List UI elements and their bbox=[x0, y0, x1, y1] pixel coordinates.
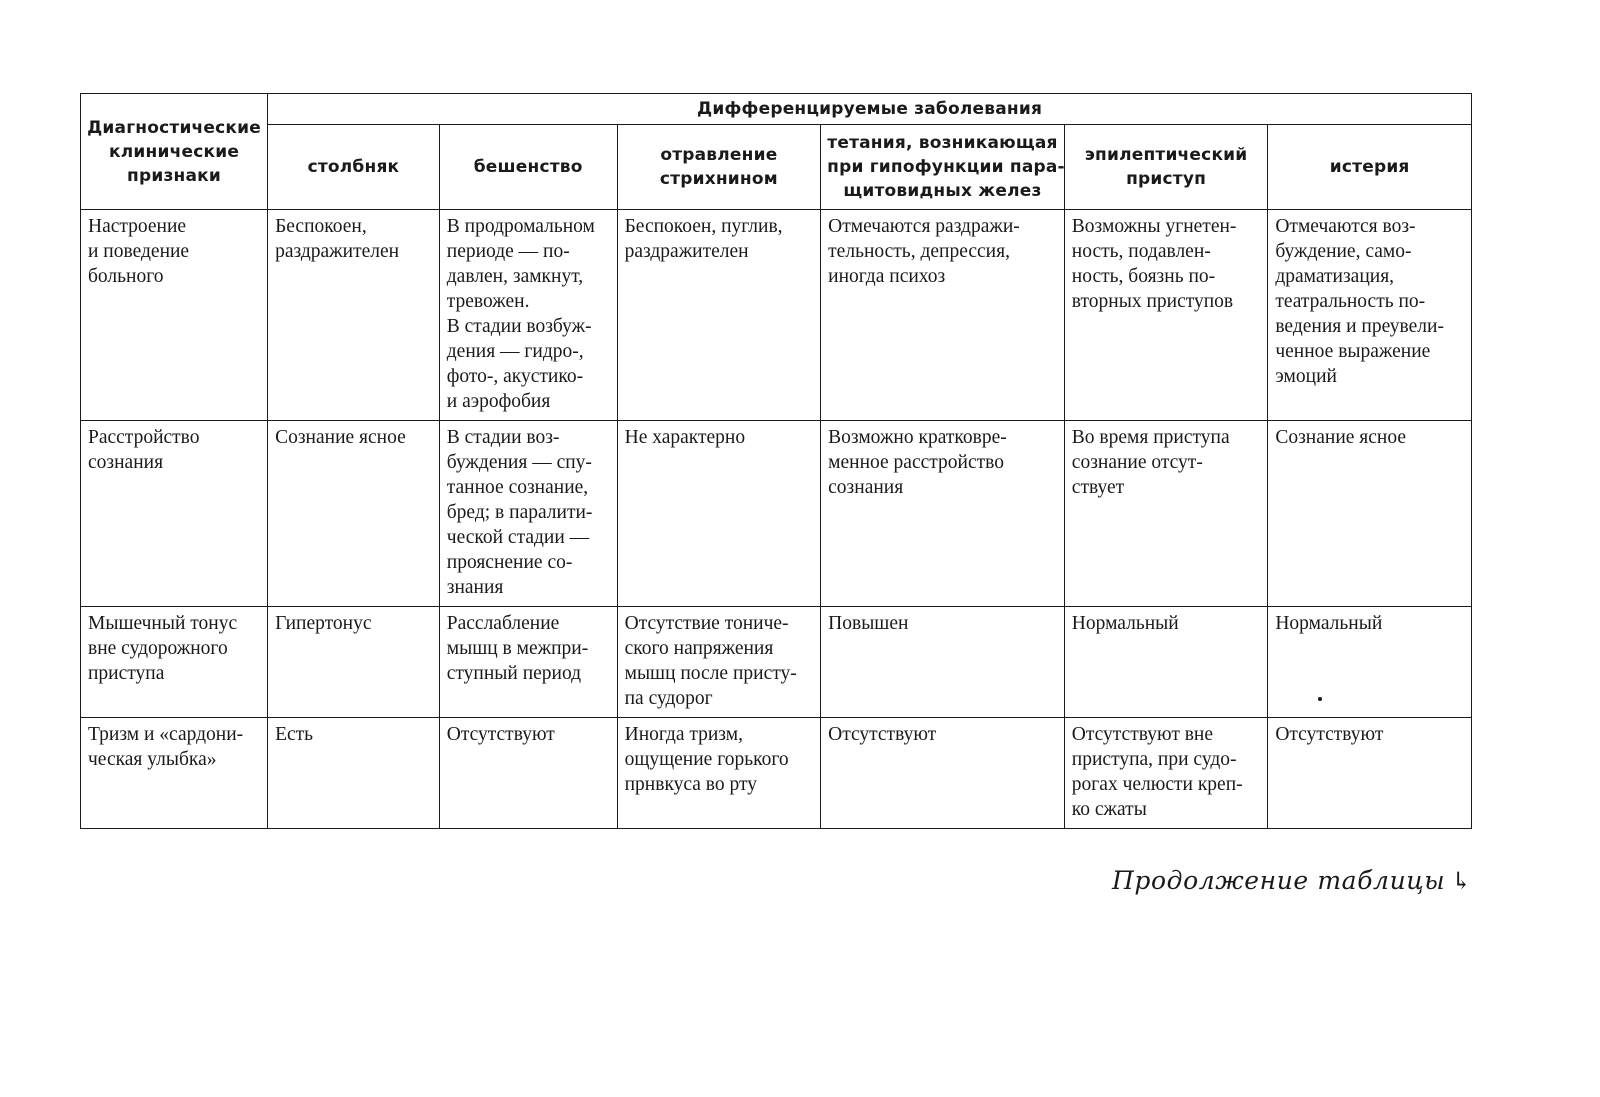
table-cell: Во время приступа сознание отсут- ствует bbox=[1064, 421, 1268, 607]
table-cell: Беспокоен, раздражителен bbox=[268, 210, 440, 421]
table-cell: Есть bbox=[268, 718, 440, 829]
table-cell: Отсутствуют bbox=[1268, 718, 1472, 829]
row-sign-cell: Настроение и поведение больного bbox=[81, 210, 268, 421]
table-row bbox=[81, 607, 1472, 718]
table-row bbox=[81, 718, 1472, 829]
table-cell: Сознание ясное bbox=[1268, 421, 1472, 607]
table-cell: Сознание ясное bbox=[268, 421, 440, 607]
table-row bbox=[81, 421, 1472, 607]
table-cell: Возможно кратковре- менное расстройство сознания bbox=[821, 421, 1065, 607]
table-cell: Отсутствуют вне приступа, при судо- рогах челюсти креп- ко сжаты bbox=[1064, 718, 1268, 829]
row-sign-cell: Тризм и «сардони- ческая улыбка» bbox=[81, 718, 268, 829]
row-header-title: Диагностические клинические признаки bbox=[81, 94, 268, 210]
continuation-text: Продолжение таблицы bbox=[1111, 866, 1446, 895]
table-cell: Беспокоен, пуглив, раздражителен bbox=[617, 210, 821, 421]
column-header-hysteria: истерия bbox=[1268, 125, 1472, 210]
table-cell: В продромальном периоде — по- давлен, замкнут, тревожен. В стадии возбуж- дения — гидро-, фото-, акустико- и аэрофобия bbox=[439, 210, 617, 421]
column-header-tetany: тетания, возникающая при гипофункции пара- щитовидных желез bbox=[821, 125, 1065, 210]
table-cell: В стадии воз- буждения — спу- танное сознание, бред; в паралити- ческой стадии — прояснение со- знания bbox=[439, 421, 617, 607]
row-sign-cell: Мышечный тонус вне судорожного приступа bbox=[81, 607, 268, 718]
table-cell: Отсутствие тониче- ского напряжения мышц после присту- па судорог bbox=[617, 607, 821, 718]
table-cell: Нормальный bbox=[1268, 607, 1472, 718]
table-cell: Отсутствуют bbox=[821, 718, 1065, 829]
column-header-epileptic-seizure: эпилептический приступ bbox=[1064, 125, 1268, 210]
group-header: Дифференцируемые заболевания bbox=[268, 94, 1472, 125]
table-cell: Отмечаются воз- буждение, само- драматизация, театральность по- ведения и преувели- ченное выражение эмоций bbox=[1268, 210, 1472, 421]
table-cell: Гипертонус bbox=[268, 607, 440, 718]
column-header-tetanus: столбняк bbox=[268, 125, 440, 210]
row-sign-cell: Расстройство сознания bbox=[81, 421, 268, 607]
table-cell: Не характерно bbox=[617, 421, 821, 607]
table-cell: Нормальный bbox=[1064, 607, 1268, 718]
column-header-strychnine-poisoning: отравление стрихнином bbox=[617, 125, 821, 210]
table-cell: Повышен bbox=[821, 607, 1065, 718]
differential-diagnosis-table bbox=[80, 93, 1472, 829]
column-header-rabies: бешенство bbox=[439, 125, 617, 210]
table-body bbox=[81, 210, 1472, 829]
table-continuation-note bbox=[1112, 866, 1472, 895]
table-cell: Отсутствуют bbox=[439, 718, 617, 829]
hooked-arrow-icon: ↳ bbox=[1451, 867, 1472, 895]
table-row bbox=[81, 210, 1472, 421]
table-cell: Отмечаются раздражи- тельность, депрессия, иногда психоз bbox=[821, 210, 1065, 421]
table-cell: Расслабление мышц в межпри- ступный период bbox=[439, 607, 617, 718]
table-header bbox=[81, 94, 1472, 210]
table-cell: Возможны угнетен- ность, подавлен- ность, боязнь по- вторных приступов bbox=[1064, 210, 1268, 421]
table-cell: Иногда тризм, ощущение горького прнвкуса во рту bbox=[617, 718, 821, 829]
stray-dot bbox=[1318, 697, 1322, 701]
